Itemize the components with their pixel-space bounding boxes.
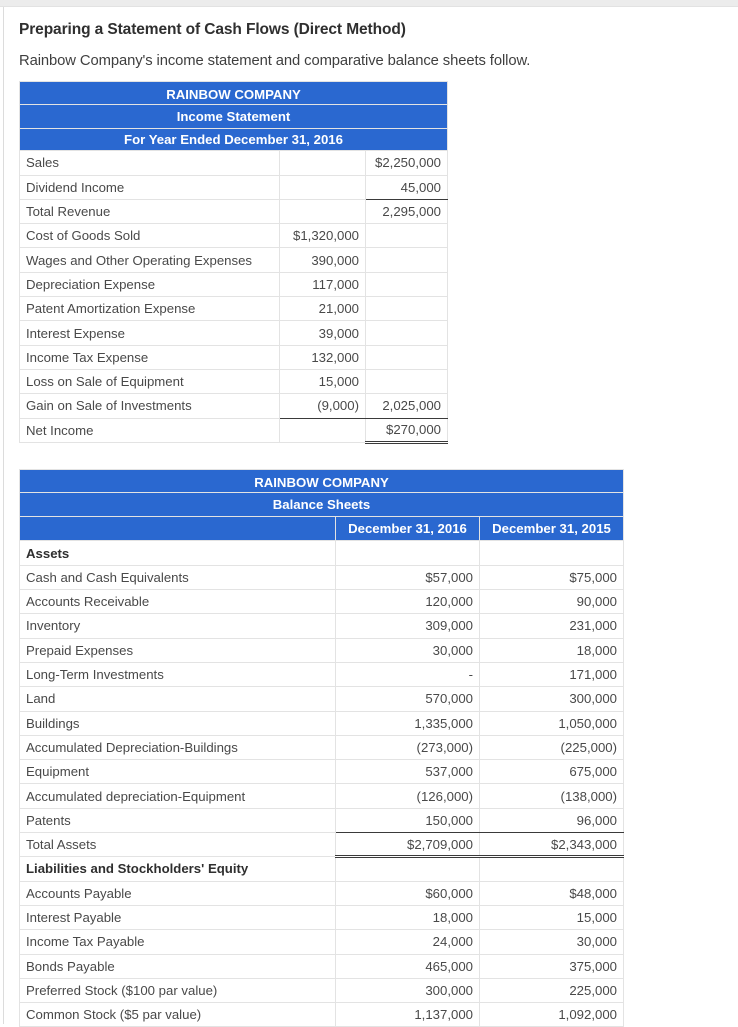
balance-sheet-table [19, 469, 624, 1027]
income-statement-name: Income Statement [20, 105, 448, 129]
row-label: Accumulated depreciation-Equipment [20, 784, 336, 808]
row-label: Common Stock ($5 par value) [20, 1003, 336, 1027]
table-row [20, 345, 448, 369]
row-value-col1: $1,320,000 [280, 224, 366, 248]
row-value-2016: $60,000 [336, 881, 480, 905]
row-value-2015: (138,000) [480, 784, 624, 808]
row-value-2015: 15,000 [480, 905, 624, 929]
row-label: Accounts Receivable [20, 590, 336, 614]
table-row [20, 808, 624, 832]
row-value-col2 [366, 321, 448, 345]
row-value-col2 [366, 369, 448, 393]
row-label: Assets [20, 541, 336, 565]
row-value-col2: 45,000 [366, 175, 448, 199]
balance-sheet-dates-spacer [20, 517, 336, 541]
income-statement-company-row [20, 82, 448, 105]
row-value-2016: 537,000 [336, 760, 480, 784]
table-row [20, 590, 624, 614]
row-value-col1: 39,000 [280, 321, 366, 345]
row-label: Accumulated Depreciation-Buildings [20, 735, 336, 759]
row-label: Total Revenue [20, 199, 280, 223]
table-row [20, 735, 624, 759]
row-label: Cash and Cash Equivalents [20, 565, 336, 589]
table-row [20, 784, 624, 808]
row-value-col1 [280, 199, 366, 223]
row-label: Land [20, 687, 336, 711]
income-statement-period-row [20, 129, 448, 151]
row-label: Income Tax Payable [20, 930, 336, 954]
row-label: Depreciation Expense [20, 272, 280, 296]
row-value-2016: 300,000 [336, 978, 480, 1002]
row-value-2015: 1,050,000 [480, 711, 624, 735]
row-value-2015 [480, 857, 624, 881]
row-label: Net Income [20, 418, 280, 442]
row-label: Patent Amortization Expense [20, 297, 280, 321]
row-label: Liabilities and Stockholders' Equity [20, 857, 336, 881]
row-value-2016: 1,137,000 [336, 1003, 480, 1027]
income-statement-body [20, 151, 448, 443]
income-statement-table [19, 81, 448, 444]
row-value-2015: 1,092,000 [480, 1003, 624, 1027]
row-label: Accounts Payable [20, 881, 336, 905]
table-row [20, 272, 448, 296]
row-label: Wages and Other Operating Expenses [20, 248, 280, 272]
row-label: Interest Payable [20, 905, 336, 929]
row-value-col1: 132,000 [280, 345, 366, 369]
row-label: Patents [20, 808, 336, 832]
row-value-col2: 2,025,000 [366, 394, 448, 418]
table-row [20, 565, 624, 589]
row-value-col2 [366, 248, 448, 272]
row-value-col1: 15,000 [280, 369, 366, 393]
table-row [20, 760, 624, 784]
row-value-2016: 24,000 [336, 930, 480, 954]
row-value-2015: 375,000 [480, 954, 624, 978]
row-value-2015: $75,000 [480, 565, 624, 589]
row-label: Total Assets [20, 833, 336, 857]
row-value-2016: 465,000 [336, 954, 480, 978]
table-row [20, 175, 448, 199]
row-value-2016: (126,000) [336, 784, 480, 808]
row-label: Cost of Goods Sold [20, 224, 280, 248]
table-row [20, 930, 624, 954]
row-value-2015: 90,000 [480, 590, 624, 614]
row-value-col1: 21,000 [280, 297, 366, 321]
row-label: Inventory [20, 614, 336, 638]
table-row [20, 321, 448, 345]
row-value-2015: 171,000 [480, 662, 624, 686]
balance-sheet-company-row [20, 469, 624, 492]
row-label: Prepaid Expenses [20, 638, 336, 662]
row-value-2015: $48,000 [480, 881, 624, 905]
table-row [20, 978, 624, 1002]
row-value-2015: 300,000 [480, 687, 624, 711]
table-row [20, 199, 448, 223]
balance-sheet-body [20, 541, 624, 1027]
balance-sheet-col2-header: December 31, 2015 [480, 517, 624, 541]
table-row [20, 541, 624, 565]
balance-sheet-name-row [20, 492, 624, 516]
table-row [20, 662, 624, 686]
page-title: Preparing a Statement of Cash Flows (Direct Method) [19, 21, 406, 38]
row-value-col2: 2,295,000 [366, 199, 448, 223]
table-row [20, 151, 448, 175]
row-value-2016: $57,000 [336, 565, 480, 589]
table-row [20, 369, 448, 393]
row-value-col2 [366, 345, 448, 369]
row-value-2015 [480, 541, 624, 565]
row-value-2015: 675,000 [480, 760, 624, 784]
row-value-col1: 117,000 [280, 272, 366, 296]
row-value-2016 [336, 541, 480, 565]
document-content [0, 7, 738, 1027]
row-label: Dividend Income [20, 175, 280, 199]
row-value-2015: 18,000 [480, 638, 624, 662]
table-row [20, 614, 624, 638]
row-value-2015: 231,000 [480, 614, 624, 638]
balance-sheet-header-group [20, 469, 624, 541]
row-value-2016: 30,000 [336, 638, 480, 662]
table-row [20, 224, 448, 248]
row-value-col1 [280, 175, 366, 199]
row-value-col1: (9,000) [280, 394, 366, 418]
row-label: Loss on Sale of Equipment [20, 369, 280, 393]
row-label: Long-Term Investments [20, 662, 336, 686]
row-value-col2: $270,000 [366, 418, 448, 442]
row-label: Bonds Payable [20, 954, 336, 978]
row-value-2016: 150,000 [336, 808, 480, 832]
table-row [20, 905, 624, 929]
row-value-2016: (273,000) [336, 735, 480, 759]
income-statement-header-group [20, 82, 448, 151]
row-value-col2: $2,250,000 [366, 151, 448, 175]
table-row [20, 711, 624, 735]
table-row [20, 857, 624, 881]
row-value-2015: 96,000 [480, 808, 624, 832]
row-value-col1 [280, 151, 366, 175]
table-row [20, 881, 624, 905]
row-label: Gain on Sale of Investments [20, 394, 280, 418]
intro-text: Rainbow Company's income statement and comparative balance sheets follow. [19, 53, 531, 69]
row-value-col1: 390,000 [280, 248, 366, 272]
balance-sheet-col1-header: December 31, 2016 [336, 517, 480, 541]
row-value-2015: (225,000) [480, 735, 624, 759]
income-statement-company: RAINBOW COMPANY [20, 82, 448, 105]
row-value-2016 [336, 857, 480, 881]
row-value-2016: 120,000 [336, 590, 480, 614]
document-page [0, 7, 738, 1027]
table-row [20, 297, 448, 321]
row-value-col2 [366, 224, 448, 248]
table-row [20, 1003, 624, 1027]
row-value-2016: 570,000 [336, 687, 480, 711]
row-label: Sales [20, 151, 280, 175]
row-value-2016: 309,000 [336, 614, 480, 638]
table-row [20, 394, 448, 418]
row-value-col1 [280, 418, 366, 442]
table-row [20, 833, 624, 857]
row-value-col2 [366, 272, 448, 296]
browser-chrome-strip [0, 0, 738, 7]
table-row [20, 418, 448, 442]
row-value-2016: 18,000 [336, 905, 480, 929]
row-value-col2 [366, 297, 448, 321]
row-value-2015: 225,000 [480, 978, 624, 1002]
row-label: Preferred Stock ($100 par value) [20, 978, 336, 1002]
table-row [20, 248, 448, 272]
row-label: Buildings [20, 711, 336, 735]
table-row [20, 954, 624, 978]
row-label: Equipment [20, 760, 336, 784]
table-row [20, 638, 624, 662]
income-statement-period: For Year Ended December 31, 2016 [20, 129, 448, 151]
row-value-2015: $2,343,000 [480, 833, 624, 857]
row-value-2016: - [336, 662, 480, 686]
balance-sheet-name: Balance Sheets [20, 492, 624, 516]
row-value-2016: 1,335,000 [336, 711, 480, 735]
income-statement-name-row [20, 105, 448, 129]
row-label: Income Tax Expense [20, 345, 280, 369]
row-value-2016: $2,709,000 [336, 833, 480, 857]
balance-sheet-company: RAINBOW COMPANY [20, 469, 624, 492]
row-value-2015: 30,000 [480, 930, 624, 954]
balance-sheet-dates-row [20, 517, 624, 541]
row-label: Interest Expense [20, 321, 280, 345]
table-row [20, 687, 624, 711]
